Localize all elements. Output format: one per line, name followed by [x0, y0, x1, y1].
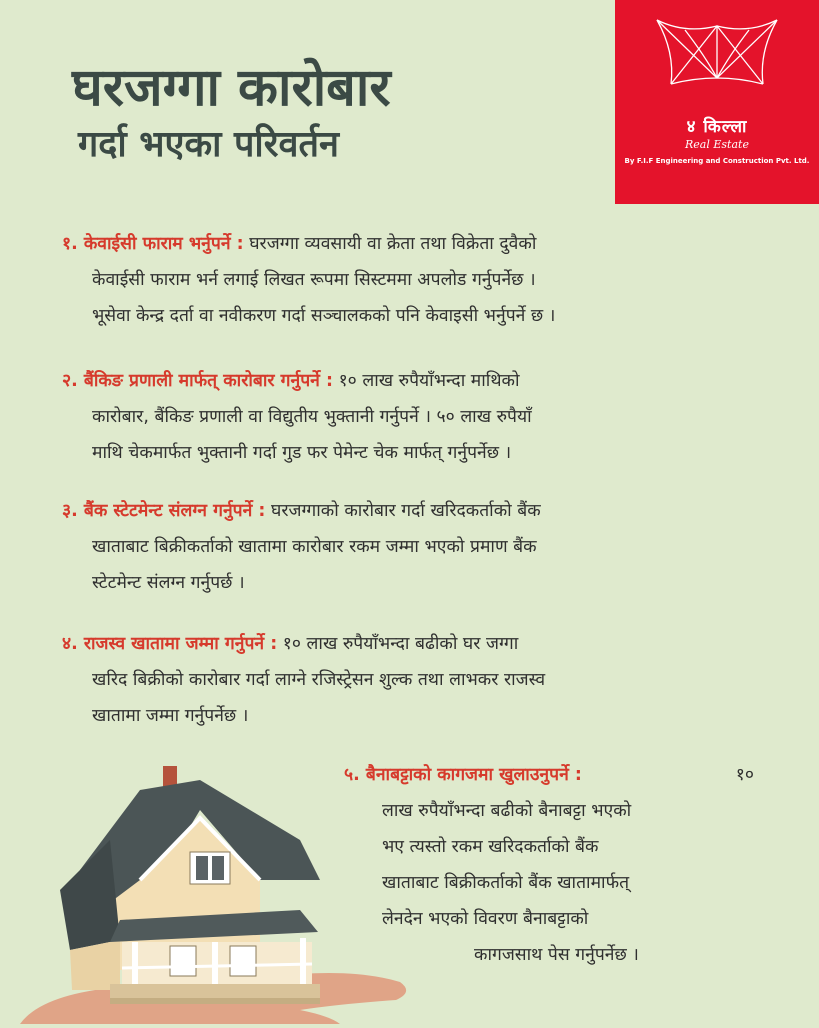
title-line-1: घरजग्गा कारोबार: [72, 58, 391, 118]
section-text: १० लाख रुपैयाँभन्दा माथिको: [338, 371, 520, 391]
section-text: भए त्यस्तो रकम खरिदकर्ताको बैंक: [382, 837, 599, 857]
section-text: लेनदेन भएको विवरण बैनाबट्टाको: [382, 909, 589, 929]
section-text: माथि चेकमार्फत भुक्तानी गर्दा गुड फर पेमेन्ट चेक मार्फत् गर्नुपर्नेछ ।: [92, 443, 512, 463]
section-text: खातामा जम्मा गर्नुपर्नेछ ।: [92, 706, 249, 726]
section-text: घरजग्गाको कारोबार गर्दा खरिदकर्ताको बैंक: [271, 501, 541, 521]
section-heading: ४. राजस्व खातामा जम्मा गर्नुपर्ने :: [62, 634, 278, 654]
section-text: केवाईसी फाराम भर्न लगाई लिखत रूपमा सिस्टममा अपलोड गर्नुपर्नेछ ।: [92, 270, 536, 290]
tent-roof-icon: [645, 12, 789, 116]
logo-byline: By F.I.F Engineering and Construction Pvt. Ltd.: [624, 157, 810, 165]
section-revenue: [62, 626, 762, 734]
section-text: भूसेवा केन्द्र दर्ता वा नवीकरण गर्दा सञ्चालकको पनि केवाइसी भर्नुपर्ने छ ।: [92, 306, 556, 326]
page-title: [72, 58, 391, 168]
section-text: स्टेटमेन्ट संलग्न गर्नुपर्छ ।: [92, 573, 245, 593]
section-text: खाताबाट बिक्रीकर्ताको खातामा कारोबार रकम जम्मा भएको प्रमाण बैंक: [92, 537, 537, 557]
section-heading: २. बैंकिङ प्रणाली मार्फत् कारोबार गर्नुपर्ने :: [62, 371, 333, 391]
title-line-2: गर्दा भएका परिवर्तन: [78, 124, 339, 165]
section-text: कारोबार, बैंकिङ प्रणाली वा विद्युतीय भुक्तानी गर्नुपर्ने । ५० लाख रुपैयाँ: [92, 407, 532, 427]
logo-tagline: Real Estate: [685, 138, 749, 151]
section-text: लाख रुपैयाँभन्दा बढीको बैनाबट्टा भएको: [382, 801, 632, 821]
section-bank-statement: [62, 493, 762, 601]
section-heading: ५. बैनाबट्टाको कागजमा खुलाउनुपर्ने :: [344, 765, 582, 785]
logo-name: ४ किल्ला: [686, 117, 748, 137]
house-on-hand-image: [0, 760, 420, 1024]
section-text: कागजसाथ पेस गर्नुपर्नेछ ।: [474, 945, 639, 965]
section-text: १०: [735, 765, 754, 785]
section-banking: [62, 363, 762, 471]
section-text: खरिद बिक्रीको कारोबार गर्दा लाग्ने रजिस्ट्रेसन शुल्क तथा लाभकर राजस्व: [92, 670, 546, 690]
section-text: खाताबाट बिक्रीकर्ताको बैंक खातामार्फत्: [382, 873, 630, 893]
section-text: १० लाख रुपैयाँभन्दा बढीको घर जग्गा: [282, 634, 519, 654]
section-heading: ३. बैंक स्टेटमेन्ट संलग्न गर्नुपर्ने :: [62, 501, 266, 521]
section-text: घरजग्गा व्यवसायी वा क्रेता तथा विक्रेता दुवैको: [249, 234, 537, 254]
section-heading: १. केवाईसी फाराम भर्नुपर्ने :: [62, 234, 244, 254]
section-kyc: [62, 226, 762, 334]
brand-logo: [615, 0, 819, 204]
